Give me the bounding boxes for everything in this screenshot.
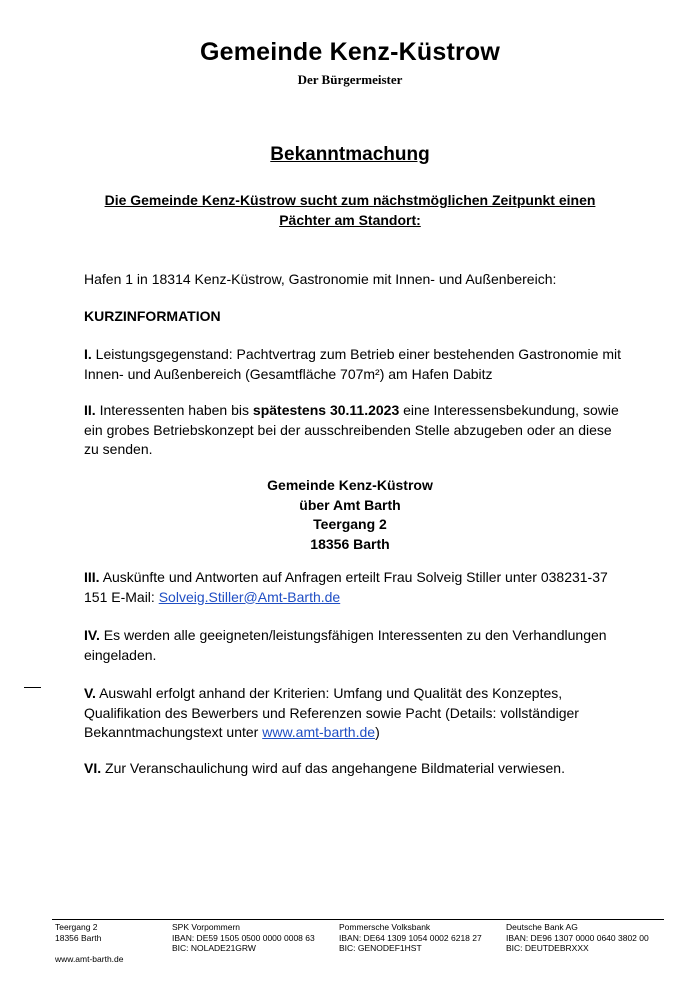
item-iii-text: Auskünfte und Antworten auf Anfragen erteilt Frau Solveig Stiller unter 038231-37 151 E-Mail: (84, 569, 608, 605)
item-vi (84, 759, 624, 779)
item-i-text: Leistungsgegenstand: Pachtvertrag zum Betrieb einer bestehenden Gastronomie mit Innen- und Außenbereich (Gesamtfläche 707m²) am Hafen Dabitz (84, 346, 621, 382)
footer-bank-1 (172, 922, 315, 954)
footer-bank-3-iban: IBAN: DE96 1307 0000 0640 3802 00 (506, 932, 649, 943)
office-subtitle: Der Bürgermeister (297, 72, 403, 87)
item-v-number: V. (84, 685, 96, 701)
footer-bank-2 (339, 922, 482, 954)
footer-street: Teergang 2 (55, 922, 98, 932)
item-iv (84, 626, 624, 665)
item-i (84, 345, 624, 384)
municipality-title: Gemeinde Kenz-Küstrow (199, 38, 501, 66)
address-line-4: 18356 Barth (310, 535, 390, 552)
notice-heading: Bekanntmachung (270, 144, 430, 165)
item-ii (84, 401, 624, 460)
address-block (0, 476, 700, 554)
item-v-close: ) (375, 724, 380, 740)
item-i-number: I. (84, 346, 92, 362)
address-line-2: über Amt Barth (299, 496, 401, 513)
address-line-3: Teergang 2 (313, 516, 387, 532)
item-ii-number: II. (84, 402, 96, 418)
item-iii-number: III. (84, 569, 100, 585)
footer-address (55, 922, 124, 964)
item-vi-text: Zur Veranschaulichung wird auf das angehangene Bildmaterial verwiesen. (105, 760, 565, 776)
notice-intro: Die Gemeinde Kenz-Küstrow sucht zum nächstmöglichen Zeitpunkt einen Pächter am Standort: (104, 192, 596, 228)
item-ii-text-a: Interessenten haben bis (99, 402, 250, 418)
footer-bank-2-iban: IBAN: DE64 1309 1054 0002 6218 27 (339, 932, 482, 943)
item-vi-number: VI. (84, 760, 102, 776)
item-ii-deadline: spätestens 30.11.2023 (252, 402, 400, 418)
footer-bank-1-name: SPK Vorpommern (172, 922, 241, 932)
footer-web: www.amt-barth.de (55, 953, 124, 964)
section-title: KURZINFORMATION (84, 308, 221, 324)
footer-bank-3-name: Deutsche Bank AG (506, 922, 578, 932)
item-iii (84, 568, 624, 607)
item-v (84, 684, 624, 743)
address-line-1: Gemeinde Kenz-Küstrow (267, 477, 433, 493)
item-v-text: Auswahl erfolgt anhand der Kriterien: Umfang und Qualität des Konzeptes, Qualifikation des Bewerbers und Referenzen sowie Pacht (Details: vollständiger Bekanntmachungstext unter (84, 685, 579, 740)
item-iv-text: Es werden alle geeigneten/leistungsfähigen Interessenten zu den Verhandlungen eingeladen. (84, 627, 607, 663)
item-ii-text-b: eine Interessensbekundung, sowie ein grobes Betriebskonzept bei der ausschreibenden Stelle abzugeben oder an diese zu senden. (84, 402, 619, 457)
margin-mark (24, 687, 41, 688)
footer-city: 18356 Barth (55, 932, 102, 943)
footer-bank-1-iban: IBAN: DE59 1505 0500 0000 0008 63 (172, 932, 315, 943)
item-iv-number: IV. (84, 627, 100, 643)
footer-bank-3 (506, 922, 649, 954)
footer-bank-1-bic: BIC: NOLADE21GRW (172, 943, 256, 953)
location-line: Hafen 1 in 18314 Kenz-Küstrow, Gastronomie mit Innen- und Außenbereich: (84, 271, 557, 287)
footer-rule (52, 919, 664, 920)
footer-bank-3-bic: BIC: DEUTDEBRXXX (506, 943, 589, 953)
footer-bank-2-name: Pommersche Volksbank (339, 922, 431, 932)
website-link[interactable]: www.amt-barth.de (262, 724, 376, 740)
footer-bank-2-bic: BIC: GENODEF1HST (339, 943, 422, 953)
contact-email-link[interactable]: Solveig.Stiller@Amt-Barth.de (158, 588, 341, 605)
